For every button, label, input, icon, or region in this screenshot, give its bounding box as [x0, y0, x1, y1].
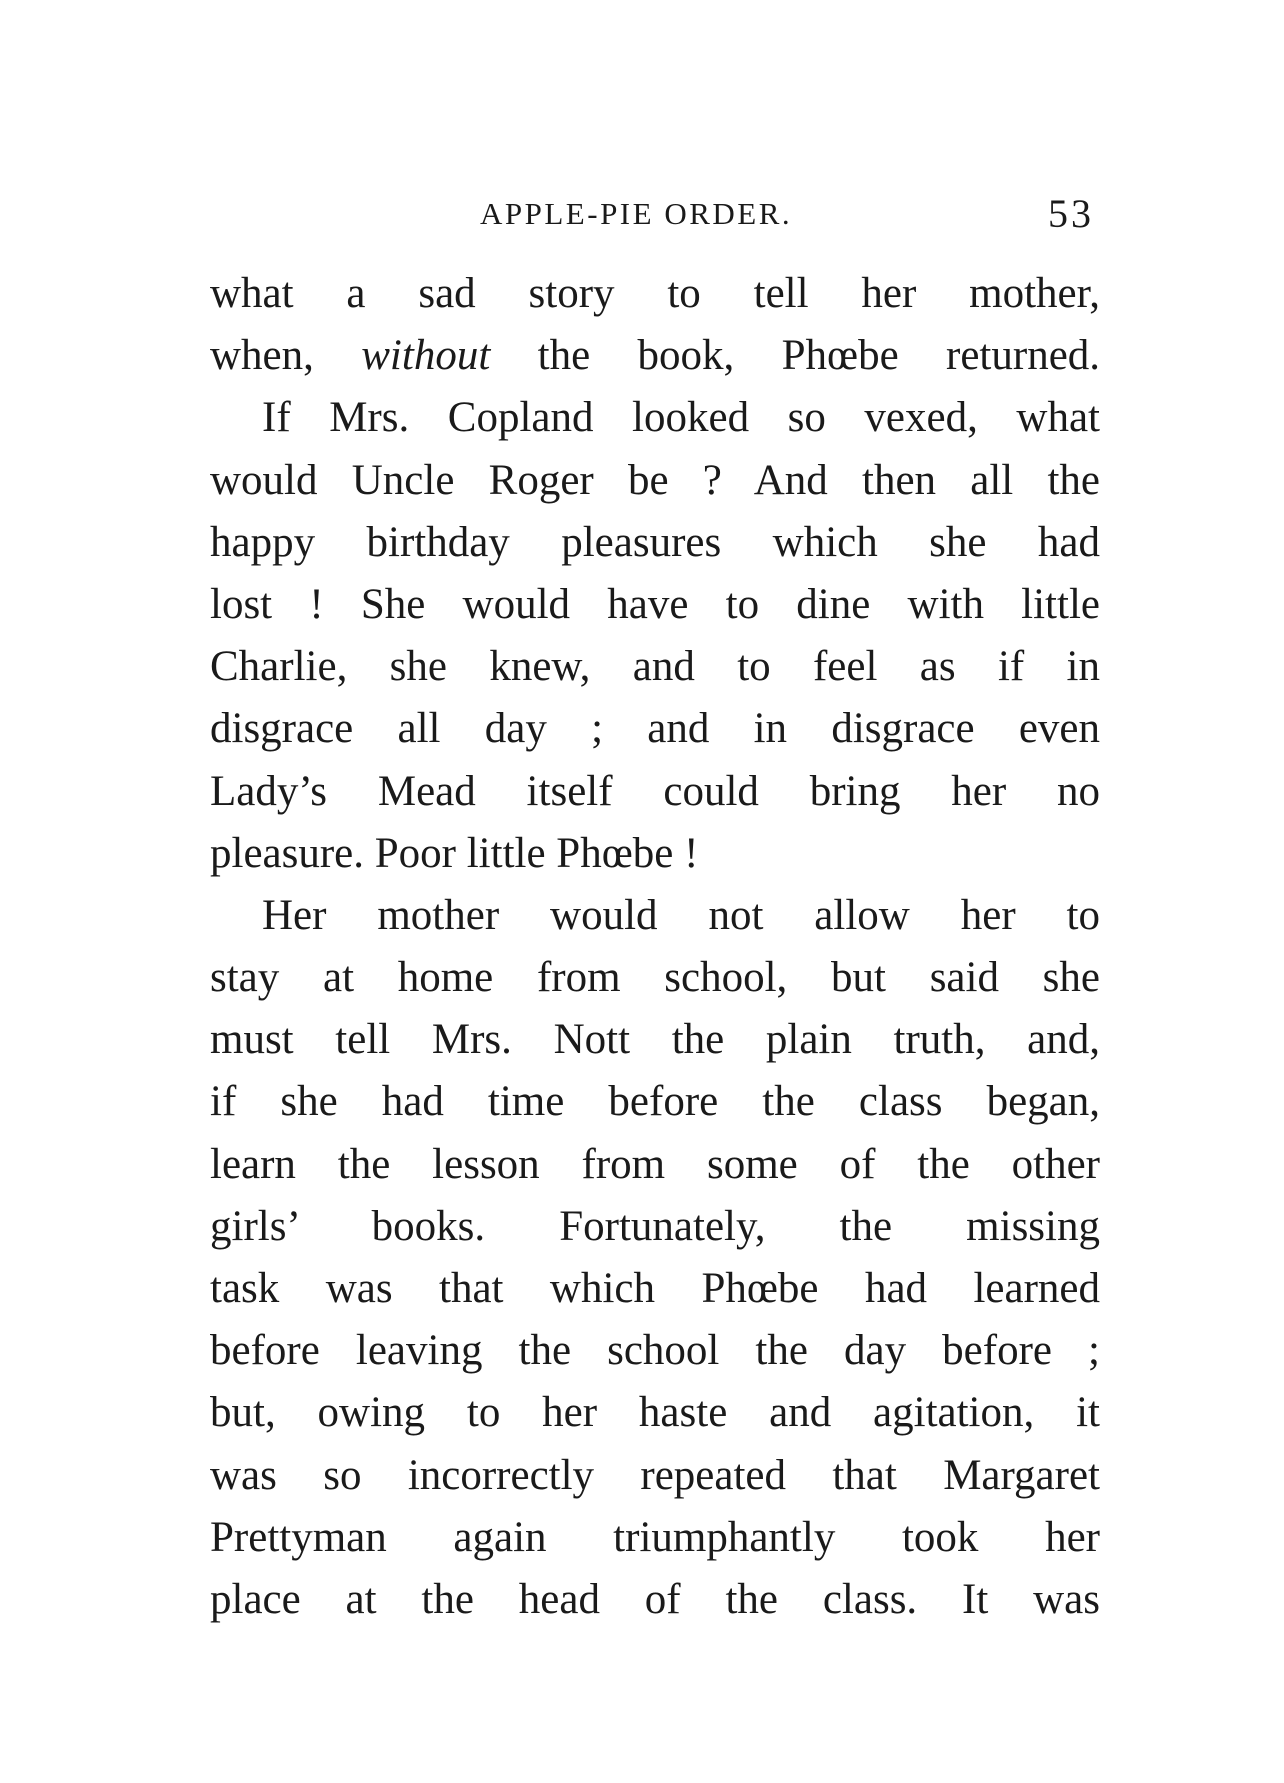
text-line: Charlie, she knew, and to feel as if in [210, 643, 1100, 691]
text-fragment: the book, Phœbe returned. [537, 332, 1100, 380]
text-line: but, owing to her haste and agitation, it [210, 1389, 1100, 1437]
text-line: before leaving the school the day before ; [210, 1327, 1100, 1375]
text-fragment: when, [210, 332, 314, 380]
body-text [210, 263, 1100, 1631]
text-line: girls’ books. Fortunately, the missing [210, 1202, 1100, 1250]
italic-word: without [361, 332, 491, 380]
text-line: Prettyman again triumphantly took her [210, 1513, 1100, 1561]
text-line: if she had time before the class began, [210, 1078, 1100, 1126]
text-line: lost ! She would have to dine with little [210, 580, 1100, 628]
running-head [210, 192, 1100, 242]
text-line: task was that which Phœbe had learned [210, 1265, 1100, 1312]
text-line: must tell Mrs. Nott the plain truth, and, [210, 1016, 1100, 1064]
text-line: place at the head of the class. It was [210, 1575, 1100, 1623]
text-line: stay at home from school, but said she [210, 954, 1100, 1002]
text-line: disgrace all day ; and in disgrace even [210, 705, 1100, 753]
page-number: 53 [1048, 191, 1094, 236]
text-line: pleasure. Poor little Phœbe ! [210, 829, 699, 877]
text-line: If Mrs. Copland looked so vexed, what [262, 394, 1100, 442]
text-line: learn the lesson from some of the other [210, 1140, 1100, 1188]
running-title: APPLE-PIE ORDER. [480, 196, 793, 231]
text-line: Her mother would not allow her to [262, 891, 1100, 939]
text-line: Lady’s Mead itself could bring her no [210, 767, 1100, 815]
text-line: was so incorrectly repeated that Margaret [210, 1451, 1100, 1499]
text-line: would Uncle Roger be ? And then all the [210, 456, 1100, 504]
text-line [210, 325, 1100, 387]
text-line: happy birthday pleasures which she had [210, 518, 1100, 566]
text-line: what a sad story to tell her mother, [210, 270, 1100, 317]
